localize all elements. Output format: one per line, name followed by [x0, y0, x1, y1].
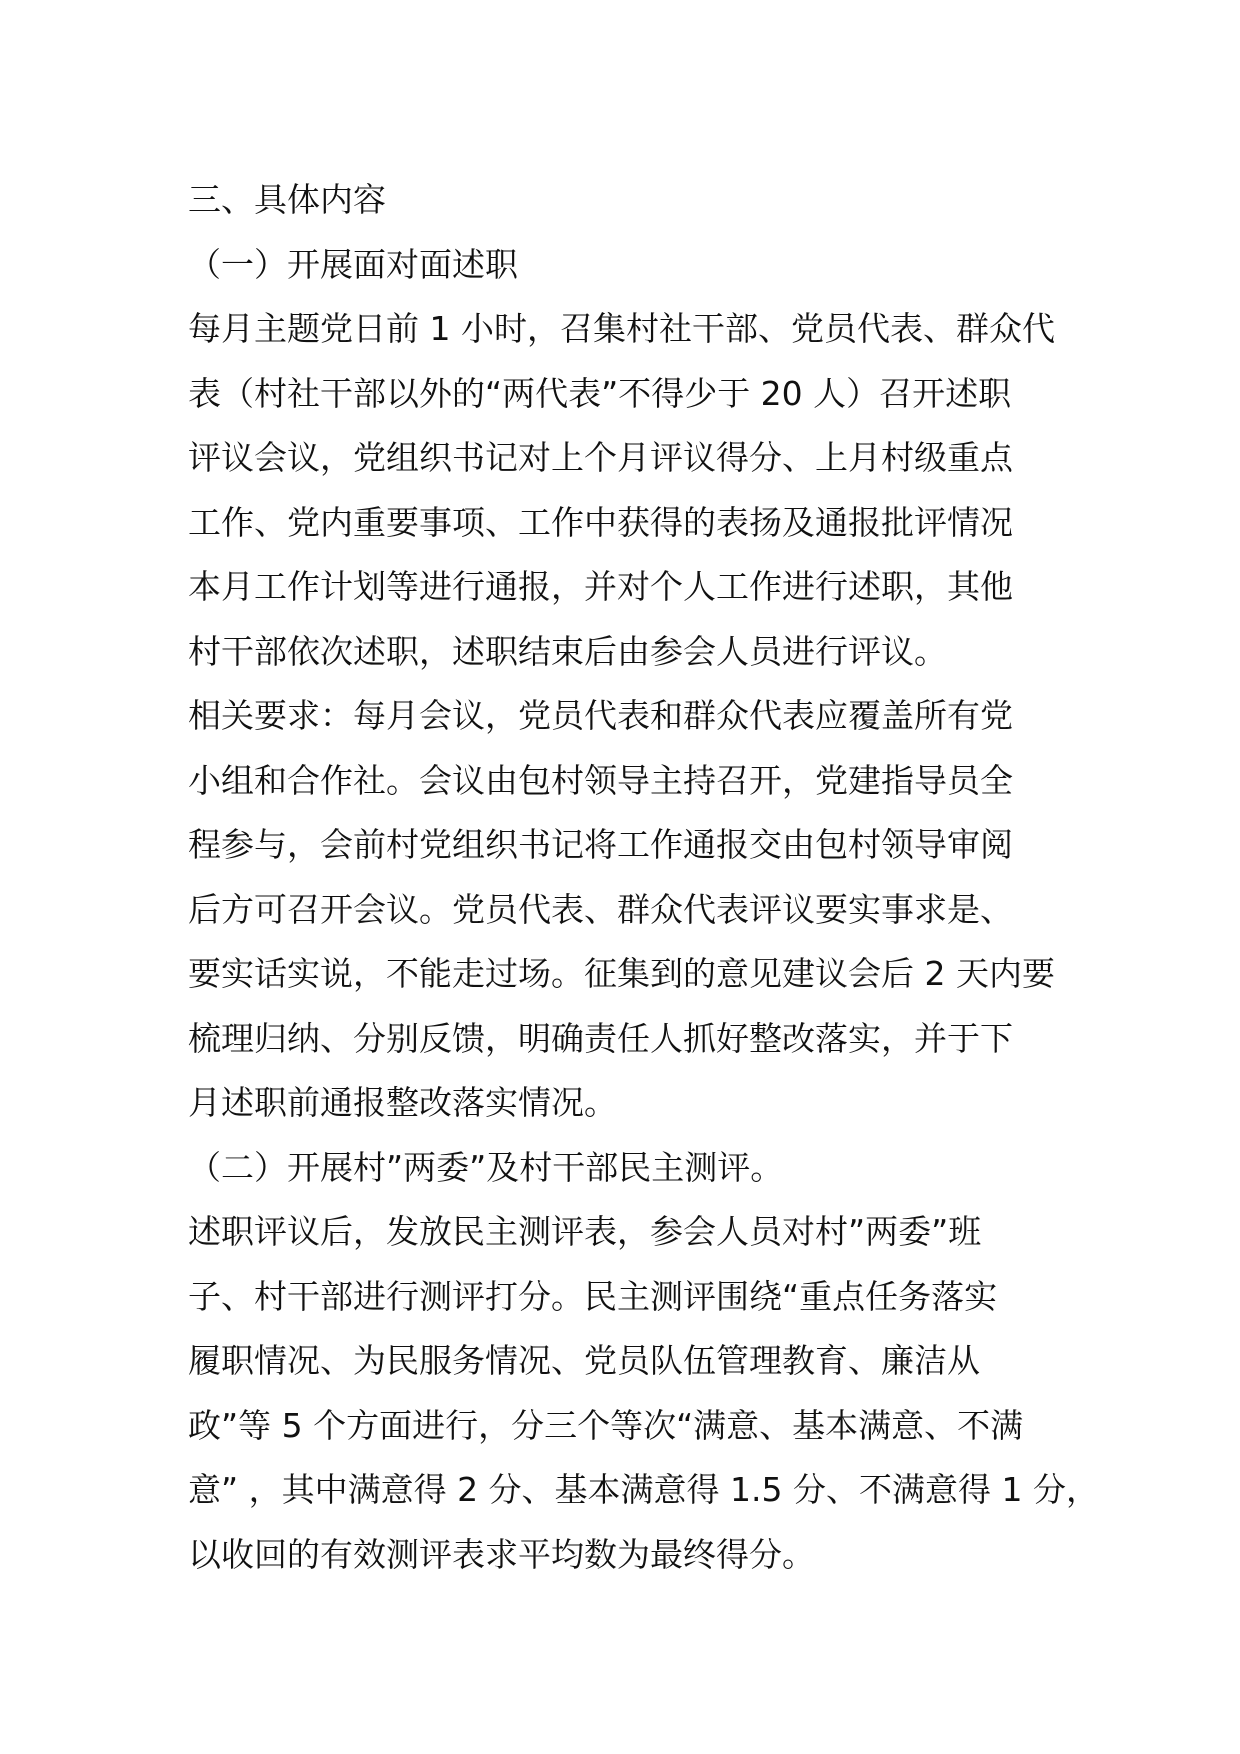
paragraph-line: 以收回的有效测评表求平均数为最终得分。: [188, 1534, 815, 1574]
paragraph-line: 表（村社干部以外的“两代表”不得少于 20 人）召开述职: [188, 373, 1012, 413]
paragraph-line: 本月工作计划等进行通报，并对个人工作进行述职，其他: [188, 567, 1013, 606]
paragraph-line: 要实话实说，不能走过场。征集到的意见建议会后 2 天内要: [188, 954, 1055, 993]
paragraph-line: 述职评议后，发放民主测评表，参会人员对村”两委”班: [188, 1212, 982, 1251]
paragraph-line: 每月主题党日前 1 小时，召集村社干部、党员代表、群众代: [188, 309, 1055, 348]
paragraph-line: 月述职前通报整改落实情况。: [188, 1083, 617, 1122]
paragraph-line: 政”等 5 个方面进行，分三个等次“满意、基本满意、不满: [188, 1405, 1024, 1445]
paragraph-line: 子、村干部进行测评打分。民主测评围绕“重点任务落实: [188, 1276, 998, 1316]
paragraph-line: 小组和合作社。会议由包村领导主持召开，党建指导员全: [188, 760, 1013, 800]
subsection-heading-2: （二）开展村”两委”及村干部民主测评。: [188, 1147, 784, 1187]
section-heading: 三、具体内容: [188, 180, 386, 219]
paragraph-line: 意” ，其中满意得 2 分、基本满意得 1.5 分、不满意得 1 分，: [188, 1470, 1099, 1509]
paragraph-line: 村干部依次述职，述职结束后由参会人员进行评议。: [188, 631, 947, 671]
subsection-heading-1: （一）开展面对面述职: [188, 244, 518, 284]
paragraph-line: 程参与，会前村党组织书记将工作通报交由包村领导审阅: [188, 825, 1013, 864]
paragraph-line: 梳理归纳、分别反馈，明确责任人抓好整改落实，并于下: [188, 1018, 1013, 1058]
paragraph-line: 工作、党内重要事项、工作中获得的表扬及通报批评情况: [188, 502, 1013, 542]
paragraph-line: 评议会议，党组织书记对上个月评议得分、上月村级重点: [188, 438, 1013, 477]
paragraph-line: 履职情况、为民服务情况、党员队伍管理教育、廉洁从: [188, 1341, 980, 1380]
paragraph-line: 后方可召开会议。党员代表、群众代表评议要实事求是、: [188, 889, 1013, 929]
document-body: [188, 168, 1099, 1587]
paragraph-line: 相关要求：每月会议，党员代表和群众代表应覆盖所有党: [188, 696, 1013, 735]
